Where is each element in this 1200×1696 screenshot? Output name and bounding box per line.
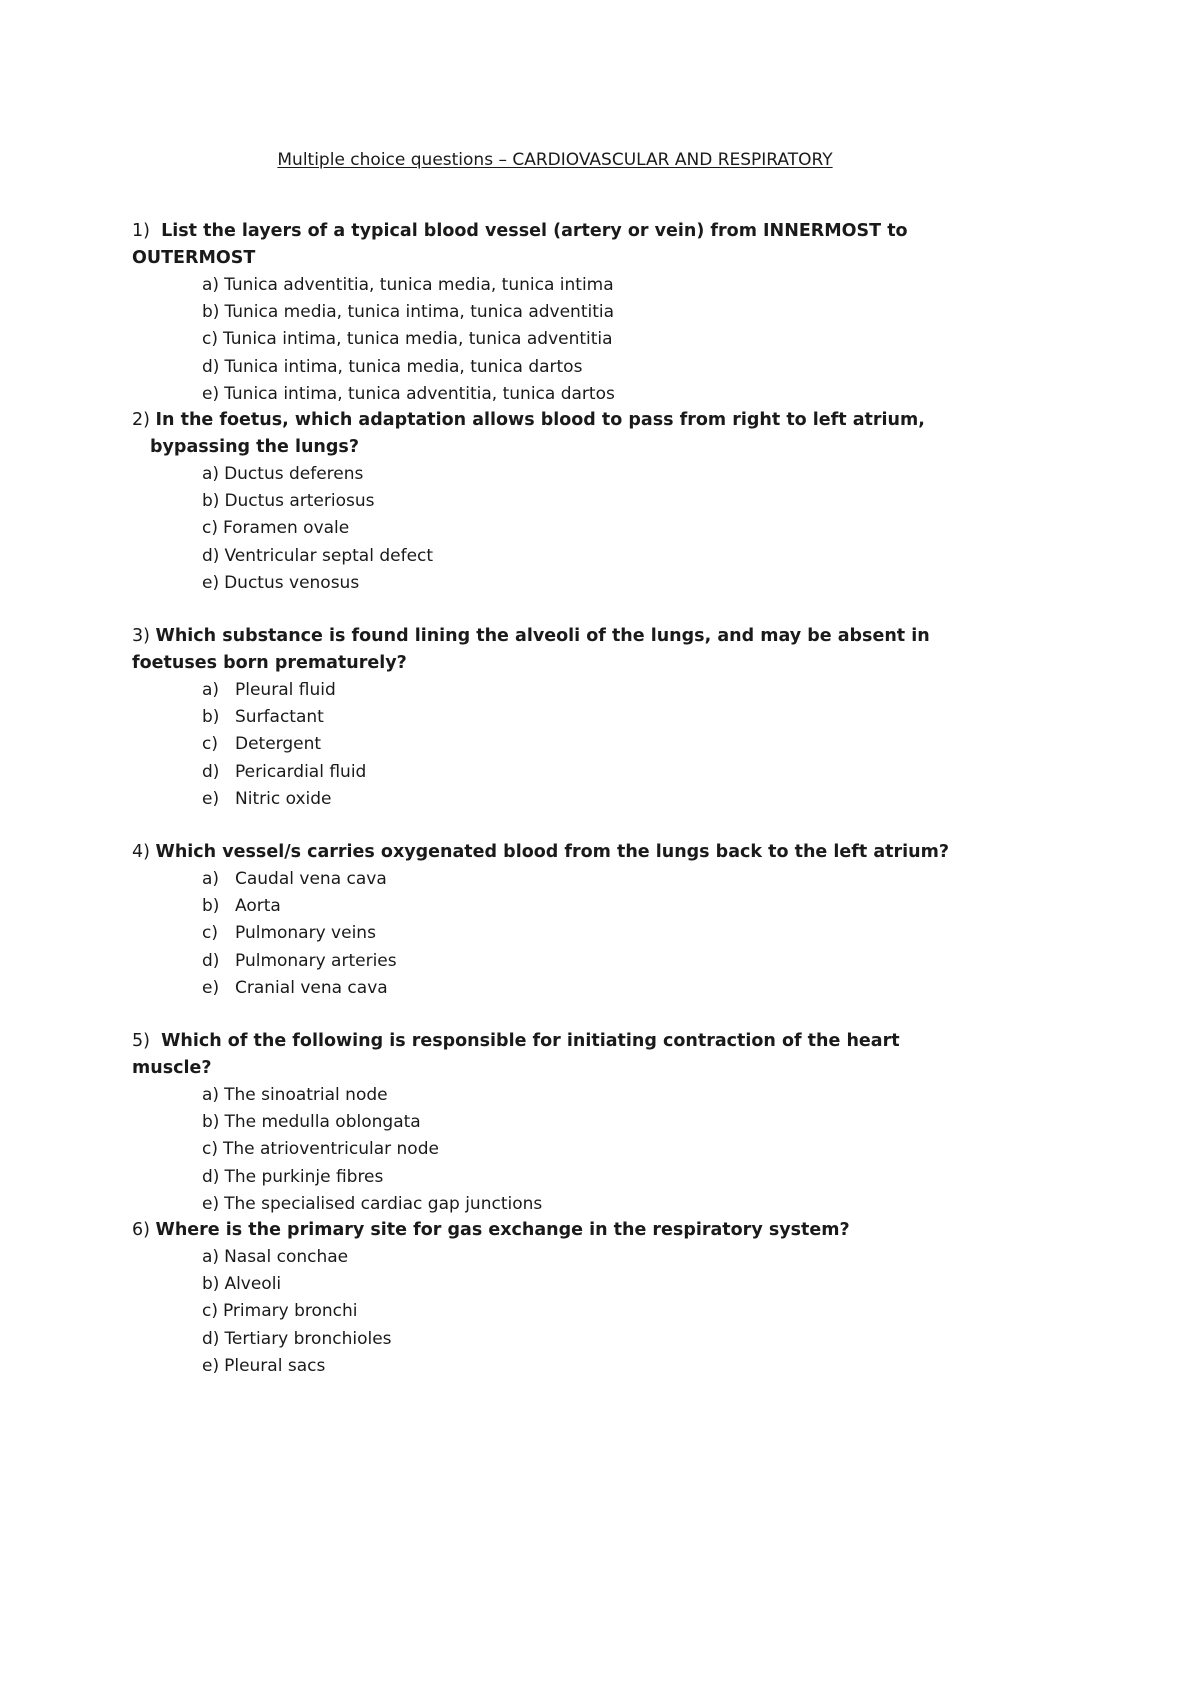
option-list: [132, 677, 962, 813]
option-a[interactable]: [202, 1082, 962, 1109]
option-letter: c): [202, 329, 218, 350]
option-d[interactable]: [202, 543, 962, 570]
option-text: Tunica media, tunica intima, tunica adventitia: [224, 302, 615, 323]
question-number: 2): [132, 410, 150, 430]
option-text: Aorta: [235, 896, 281, 917]
question-text: List the layers of a typical blood vessel (artery or vein) from INNERMOST to OUTERMOST: [132, 221, 908, 268]
question-number: 1): [132, 221, 150, 241]
option-letter: e): [202, 788, 220, 809]
option-list: [132, 1082, 962, 1218]
option-b[interactable]: [202, 299, 962, 326]
question-number: 4): [132, 842, 150, 862]
option-b[interactable]: [202, 1109, 962, 1136]
question-4: [132, 839, 962, 1002]
question-text: In the foetus, which adaptation allows blood to pass from right to left atrium, bypassing the lungs?: [150, 410, 925, 457]
option-e[interactable]: [202, 1353, 962, 1380]
option-a[interactable]: [202, 866, 962, 893]
option-text: Pericardial fluid: [235, 761, 367, 782]
option-b[interactable]: [202, 893, 962, 920]
option-d[interactable]: [202, 759, 962, 786]
question-heading: [132, 1028, 962, 1082]
option-letter: b): [202, 1274, 220, 1295]
option-letter: a): [202, 1085, 220, 1105]
option-letter: d): [202, 545, 220, 566]
option-a[interactable]: [202, 1244, 962, 1271]
option-letter: a): [202, 869, 220, 889]
question-5: [132, 1028, 962, 1218]
question-heading: [132, 407, 962, 461]
question-text: Which of the following is responsible for initiating contraction of the heart muscle?: [132, 1031, 900, 1078]
option-letter: d): [202, 761, 220, 782]
option-text: Surfactant: [235, 707, 324, 728]
option-text: Tunica intima, tunica media, tunica adventitia: [222, 329, 613, 350]
option-letter: d): [202, 1166, 220, 1187]
option-text: Cranial vena cava: [235, 977, 388, 998]
option-e[interactable]: [202, 381, 962, 408]
option-letter: a): [202, 464, 220, 484]
option-letter: a): [202, 1247, 220, 1267]
option-text: Tertiary bronchioles: [224, 1328, 392, 1349]
option-letter: d): [202, 356, 220, 377]
option-letter: b): [202, 896, 220, 917]
option-text: Pulmonary arteries: [235, 950, 397, 971]
option-text: Alveoli: [224, 1274, 282, 1295]
option-d[interactable]: [202, 948, 962, 975]
question-2: [132, 407, 962, 597]
question-number: 6): [132, 1220, 150, 1240]
option-c[interactable]: [202, 1136, 962, 1163]
option-text: Tunica intima, tunica media, tunica dartos: [224, 356, 583, 377]
option-letter: c): [202, 923, 218, 944]
option-letter: b): [202, 302, 220, 323]
option-text: The sinoatrial node: [224, 1085, 388, 1105]
option-c[interactable]: [202, 1298, 962, 1325]
option-d[interactable]: [202, 1164, 962, 1191]
question-heading: [132, 839, 962, 866]
question-text: Which vessel/s carries oxygenated blood from the lungs back to the left atrium?: [155, 842, 949, 862]
option-text: Nitric oxide: [235, 788, 332, 809]
option-text: Primary bronchi: [222, 1301, 358, 1322]
option-text: Detergent: [235, 734, 322, 755]
option-letter: c): [202, 734, 218, 755]
option-c[interactable]: [202, 920, 962, 947]
option-text: Foramen ovale: [222, 518, 350, 539]
option-letter: e): [202, 1193, 220, 1214]
question-heading: [132, 623, 962, 677]
option-b[interactable]: [202, 1271, 962, 1298]
question-text: Which substance is found lining the alveoli of the lungs, and may be absent in foetuses born prematurely?: [132, 626, 930, 673]
option-text: Ductus deferens: [224, 464, 364, 484]
option-letter: d): [202, 1328, 220, 1349]
option-letter: e): [202, 1355, 220, 1376]
option-letter: c): [202, 1301, 218, 1322]
question-1: [132, 218, 962, 408]
option-a[interactable]: [202, 677, 962, 704]
question-number: 5): [132, 1031, 150, 1051]
question-text: Where is the primary site for gas exchange in the respiratory system?: [155, 1220, 850, 1240]
option-letter: e): [202, 977, 220, 998]
option-letter: b): [202, 1112, 220, 1133]
option-text: Caudal vena cava: [235, 869, 387, 889]
option-letter: a): [202, 680, 220, 700]
option-list: [132, 461, 962, 597]
option-letter: c): [202, 518, 218, 539]
option-text: Nasal conchae: [224, 1247, 349, 1267]
option-c[interactable]: [202, 731, 962, 758]
option-text: Pleural sacs: [224, 1355, 326, 1376]
option-letter: e): [202, 383, 220, 404]
option-text: Tunica adventitia, tunica media, tunica intima: [224, 275, 614, 295]
option-text: Pleural fluid: [235, 680, 336, 700]
option-list: [132, 272, 962, 408]
option-list: [132, 1244, 962, 1380]
option-text: The specialised cardiac gap junctions: [224, 1193, 543, 1214]
option-letter: a): [202, 275, 220, 295]
option-text: Ductus venosus: [224, 572, 360, 593]
option-b[interactable]: [202, 704, 962, 731]
document-title: Multiple choice questions – CARDIOVASCULAR AND RESPIRATORY: [277, 150, 833, 170]
question-3: [132, 623, 962, 813]
option-list: [132, 866, 962, 1002]
option-e[interactable]: [202, 786, 962, 813]
option-letter: c): [202, 1139, 218, 1160]
option-letter: b): [202, 491, 220, 512]
option-text: Pulmonary veins: [235, 923, 376, 944]
option-text: The medulla oblongata: [224, 1112, 421, 1133]
option-e[interactable]: [202, 1191, 962, 1218]
question-heading: [132, 218, 962, 272]
option-letter: b): [202, 707, 220, 728]
option-a[interactable]: [202, 461, 962, 488]
question-number: 3): [132, 626, 150, 646]
option-d[interactable]: [202, 1326, 962, 1353]
option-text: The purkinje fibres: [224, 1166, 384, 1187]
question-heading: [132, 1217, 962, 1244]
option-letter: e): [202, 572, 220, 593]
option-c[interactable]: [202, 515, 962, 542]
option-text: Ductus arteriosus: [224, 491, 375, 512]
option-e[interactable]: [202, 570, 962, 597]
option-d[interactable]: [202, 354, 962, 381]
option-a[interactable]: [202, 272, 962, 299]
option-text: Ventricular septal defect: [224, 545, 434, 566]
option-c[interactable]: [202, 326, 962, 353]
option-e[interactable]: [202, 975, 962, 1002]
option-text: Tunica intima, tunica adventitia, tunica dartos: [224, 383, 615, 404]
option-b[interactable]: [202, 488, 962, 515]
option-text: The atrioventricular node: [222, 1139, 439, 1160]
option-letter: d): [202, 950, 220, 971]
question-6: [132, 1217, 962, 1380]
